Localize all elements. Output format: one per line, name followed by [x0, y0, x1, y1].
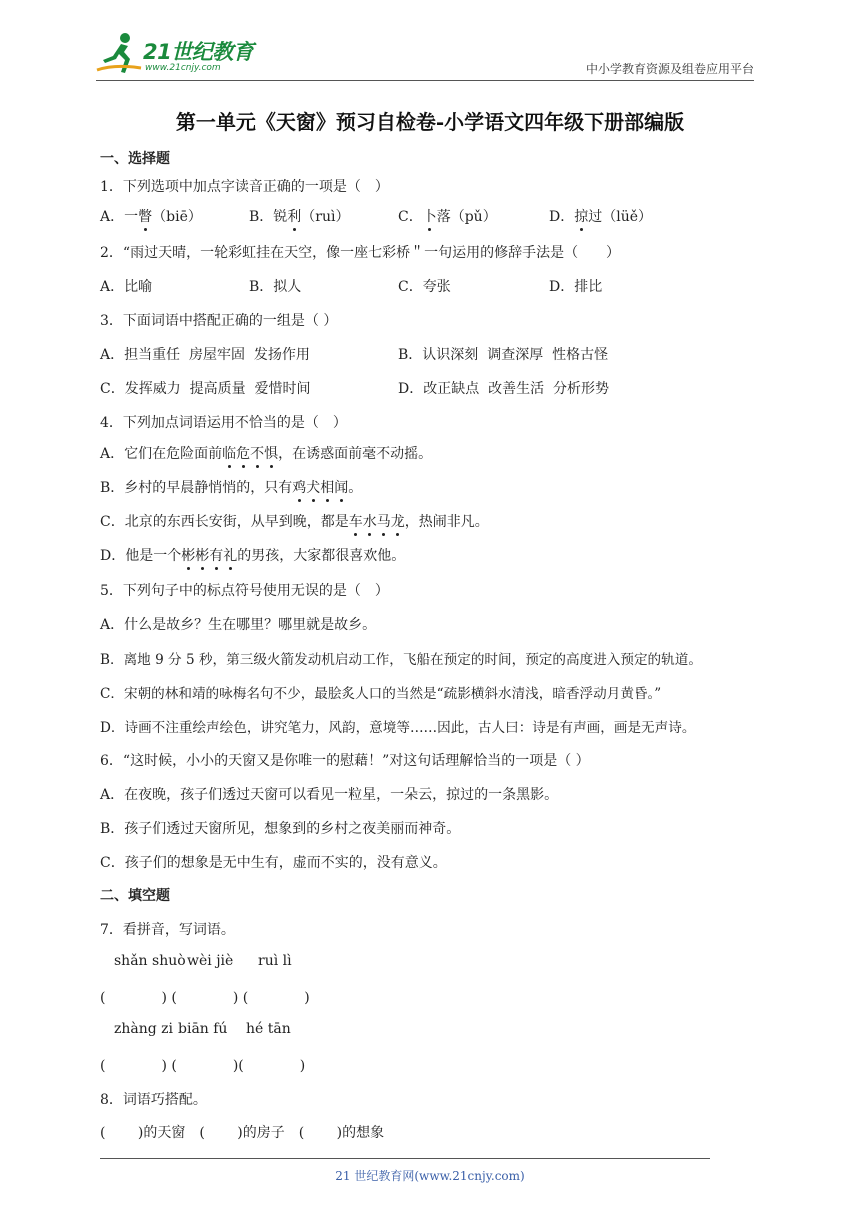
dotted-char: 彬 [181, 545, 195, 565]
dotted-char: 临 [222, 443, 236, 463]
section-heading-fill: 二、填空题 [100, 888, 170, 904]
q4-d-dotted [181, 548, 237, 564]
q4-d-text: D．他是一个 [100, 548, 182, 564]
header-divider [96, 80, 754, 81]
q2-option-a[interactable]: A．比喻 [100, 279, 153, 295]
q4-option-c[interactable] [100, 511, 489, 531]
page-title: 第一单元《天窗》预习自检卷-小学语文四年级下册部编版 [175, 110, 685, 134]
q4-a-rest: ，在诱惑面前毫不动摇。 [278, 446, 433, 462]
site-logo [95, 30, 260, 80]
q1-option-d[interactable] [549, 206, 652, 226]
q3-option-d[interactable]: D．改正缺点 改善生活 分析形势 [398, 381, 610, 397]
q4-b-text: B．乡村的早晨静悄悄的，只有 [100, 480, 293, 496]
dotted-char: 龙 [391, 511, 405, 531]
q7-pinyin-5: biān fú [178, 1021, 228, 1037]
q1-stem: 1．下列选项中加点字读音正确的一项是（ ） [100, 179, 389, 195]
q4-c-rest: ，热闹非凡。 [404, 514, 489, 530]
q4-option-b[interactable] [100, 477, 362, 497]
q7-pinyin-6: hé tān [246, 1021, 291, 1037]
q3-option-a[interactable]: A．担当重任 房屋牢固 发扬作用 [100, 347, 310, 363]
dotted-char: 礼 [223, 545, 237, 565]
q5-option-d[interactable]: D．诗画不注重绘声绘色，讲究笔力，风韵，意境等……因此，古人曰：诗是有声画，画是无声诗。 [100, 720, 696, 736]
q1-c-text: C． [398, 209, 423, 225]
q1-c-dotted: 卜 [423, 206, 437, 226]
dotted-char: 有 [209, 545, 223, 565]
dotted-char: 危 [236, 443, 250, 463]
q4-c-text: C．北京的东西长安街，从早到晚，都是 [100, 514, 349, 530]
dotted-char: 相 [320, 477, 334, 497]
q6-option-a[interactable]: A．在夜晚，孩子们透过天窗可以看见一粒星，一朵云，掠过的一条黑影。 [100, 787, 559, 803]
logo-url: www.21cnjy.com [145, 63, 221, 73]
q3-option-c[interactable]: C．发挥威力 提高质量 爱惜时间 [100, 381, 311, 397]
q4-b-rest: 。 [348, 480, 363, 496]
q7-pinyin-2: wèi jiè [187, 953, 234, 969]
dotted-char: 车 [349, 511, 363, 531]
dotted-char: 彬 [195, 545, 209, 565]
footer-text: 21 世纪教育网(www.21cnjy.com) [335, 1169, 525, 1183]
q1-option-b[interactable] [249, 206, 349, 226]
q2-option-d[interactable]: D．排比 [549, 279, 603, 295]
q8-blanks-row[interactable]: ( )的天窗 ( )的房子 ( )的想象 [100, 1125, 385, 1141]
runner-logo-icon [95, 30, 143, 76]
q3-stem: 3．下面词语中搭配正确的一组是（ ） [100, 313, 338, 329]
q1-b-pinyin: （ruì） [301, 209, 350, 225]
q4-c-dotted [349, 514, 405, 530]
q4-a-text: A．它们在危险面前 [100, 446, 223, 462]
logo-text: 21世纪教育 [143, 40, 254, 64]
q7-pinyin-3: ruì lì [258, 953, 292, 969]
q3-option-b[interactable]: B．认识深刻 调查深厚 性格古怪 [398, 347, 609, 363]
q5-option-b[interactable]: B．离地 9 分 5 秒，第三级火箭发动机启动工作，飞船在预定的时间，预定的高度进入预定的轨道。 [100, 652, 702, 668]
q4-b-dotted [292, 480, 348, 496]
q1-a-text: A．一 [100, 209, 139, 225]
footer-divider [100, 1158, 710, 1159]
q6-stem: 6．“这时候，小小的天窗又是你唯一的慰藉！”对这句话理解恰当的一项是（ ） [100, 753, 590, 769]
dotted-char: 鸡 [292, 477, 306, 497]
q5-option-c[interactable]: C．宋朝的林和靖的咏梅名句不少，最脍炙人口的当然是“疏影横斜水清浅，暗香浮动月黄昏。” [100, 686, 662, 702]
q4-stem: 4．下列加点词语运用不恰当的是（ ） [100, 415, 347, 431]
dotted-char: 不 [250, 443, 264, 463]
q4-a-dotted [222, 446, 278, 462]
q6-option-b[interactable]: B．孩子们透过天窗所见，想象到的乡村之夜美丽而神奇。 [100, 821, 461, 837]
q1-d-text: D． [549, 209, 575, 225]
q8-stem: 8．词语巧搭配。 [100, 1092, 207, 1108]
q7-pinyin-1: shǎn shuò [114, 953, 186, 969]
q1-c-pinyin: 落（pǔ） [436, 209, 497, 225]
dotted-char: 犬 [306, 477, 320, 497]
dotted-char: 闻 [334, 477, 348, 497]
q4-option-a[interactable] [100, 443, 432, 463]
q1-option-c[interactable] [398, 206, 497, 226]
q4-option-d[interactable] [100, 545, 405, 565]
q7-stem: 7．看拼音，写词语。 [100, 922, 235, 938]
section-heading-choice: 一、选择题 [100, 151, 170, 167]
q1-option-a[interactable] [100, 206, 202, 226]
q7-blanks-row-1[interactable]: ( ) ( ) ( ) [100, 990, 310, 1006]
dotted-char: 马 [377, 511, 391, 531]
q1-a-dotted: 瞥 [138, 206, 152, 226]
q5-option-a[interactable]: A．什么是故乡？生在哪里？哪里就是故乡。 [100, 617, 377, 633]
q1-b-text: B．锐 [249, 209, 288, 225]
q1-d-dotted: 掠 [574, 206, 588, 226]
q7-pinyin-4: zhàng zi [114, 1021, 174, 1037]
q7-blanks-row-2[interactable]: ( ) ( )( ) [100, 1058, 306, 1074]
q4-d-rest: 的男孩，大家都很喜欢他。 [237, 548, 406, 564]
q5-stem: 5．下列句子中的标点符号使用无误的是（ ） [100, 583, 389, 599]
q1-d-pinyin: 过（lüě） [588, 209, 653, 225]
dotted-char: 惧 [264, 443, 278, 463]
q2-stem: 2．“雨过天晴，一轮彩虹挂在天空，像一座七彩桥＂一句运用的修辞手法是（ ） [100, 245, 621, 261]
q1-a-pinyin: （biē） [152, 209, 202, 225]
platform-name: 中小学教育资源及组卷应用平台 [585, 62, 754, 76]
q6-option-c[interactable]: C．孩子们的想象是无中生有，虚而不实的，没有意义。 [100, 855, 447, 871]
dotted-char: 水 [363, 511, 377, 531]
q2-option-c[interactable]: C．夸张 [398, 279, 451, 295]
q2-option-b[interactable]: B．拟人 [249, 279, 302, 295]
q1-b-dotted: 利 [287, 206, 301, 226]
